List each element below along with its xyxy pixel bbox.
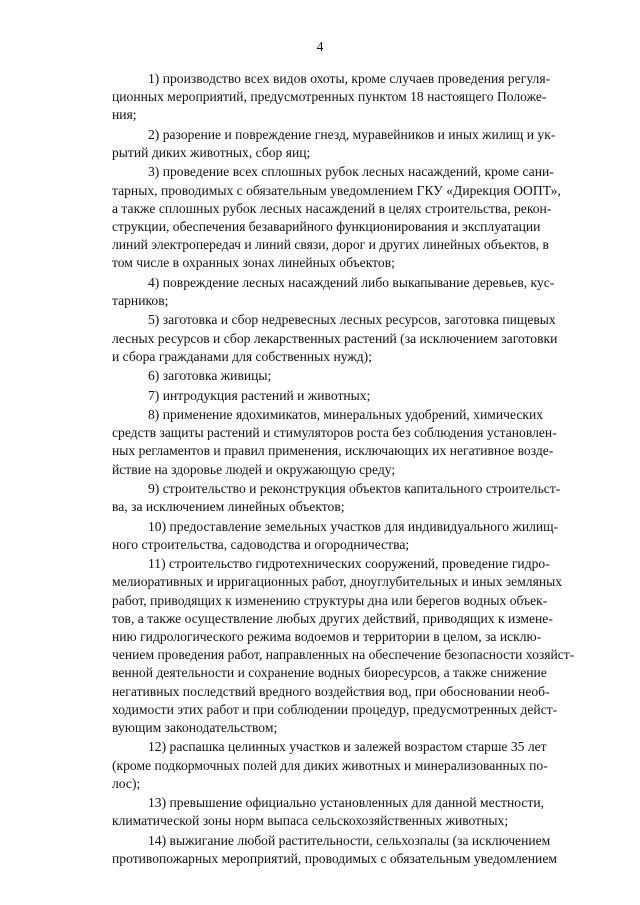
list-item: 6) заготовка живицы; <box>148 368 272 384</box>
list-item: 4) повреждение лесных насаждений либо выкапывание деревьев, кус- тарников; <box>112 274 555 308</box>
list-item: 5) заготовка и сбор недревесных лесных ресурсов, заготовка пищевых лесных ресурсов и сбор лекарственных растений (за исключением заготовки и сбора гражданами для собственных нужд); <box>112 312 558 364</box>
list-item: 1) производство всех видов охоты, кроме случаев проведения регуля- ционных мероприятий, предусмотренных пунктом 18 настоящего Положе- ния; <box>112 71 551 123</box>
list-item: 3) проведение всех сплошных рубок лесных насаждений, кроме сани- тарных, проводимых с обязательным уведомлением ГКУ «Дирекция ООПТ», а также сплошных рубок лесных насаждений в целях строительства, рекон- струкции, обеспечения безаварийного функционирования и эксплуатации линий электропередач и линий связи, дорог и других линейных объектов, в том числе в охранных зонах линейных объектов; <box>112 164 561 271</box>
list-item: 2) разорение и повреждение гнезд, муравейников и иных жилищ и ук- рытий диких животных, сбор яиц; <box>112 126 556 160</box>
list-item: 7) интродукция растений и животных; <box>148 387 371 403</box>
list-item: 8) применение ядохимикатов, минеральных удобрений, химических средств защиты растений и стимуляторов роста без соблюдения установлен- ных регламентов и правил применения, исключающих их негативное возде- йствие на здоровье людей и окружающую среду; <box>112 406 557 477</box>
list-item: 12) распашка целинных участков и залежей возрастом старше 35 лет (кроме подкормочных полей для диких животных и минерализованных по- лос); <box>112 739 548 791</box>
list-item: 13) превышение официально установленных для данной местности, климатической зоны норм выпаса сельскохозяйственных животных; <box>112 795 544 829</box>
list-item: 10) предоставление земельных участков для индивидуального жилищ- ного строительства, садоводства и огородничества; <box>112 518 559 552</box>
page-number: 4 <box>316 39 324 54</box>
list-item: 14) выжигание любой растительности, сельхозпалы (за исключением противопожарных мероприятий, проводимых с обязательным уведомлением <box>112 832 557 866</box>
list-item: 11) строительство гидротехнических сооружений, проведение гидро- мелиоративных и ирригационных работ, дноуглубительных и иных земляных работ, приводящих к изменению структуры дна или берегов водных объек- тов, а также осуществление любых других действий, приводящих к измене- нию гидрологического режима водоемов и территории в целом, за исклю- чением проведения работ, направленных на обеспечение безопасности хозяйст- венной деятельности и сохранение водных биоресурсов, а также снижение негативных последствий вредного воздействия вод, при обосновании необ- ходимости этих работ и при соблюдении процедур, предусмотренных дейст- вующим законодательством; <box>112 556 575 735</box>
document-body <box>112 70 608 868</box>
list-item: 9) строительство и реконструкция объектов капитального строительст- ва, за исключением линейных объектов; <box>112 480 561 515</box>
